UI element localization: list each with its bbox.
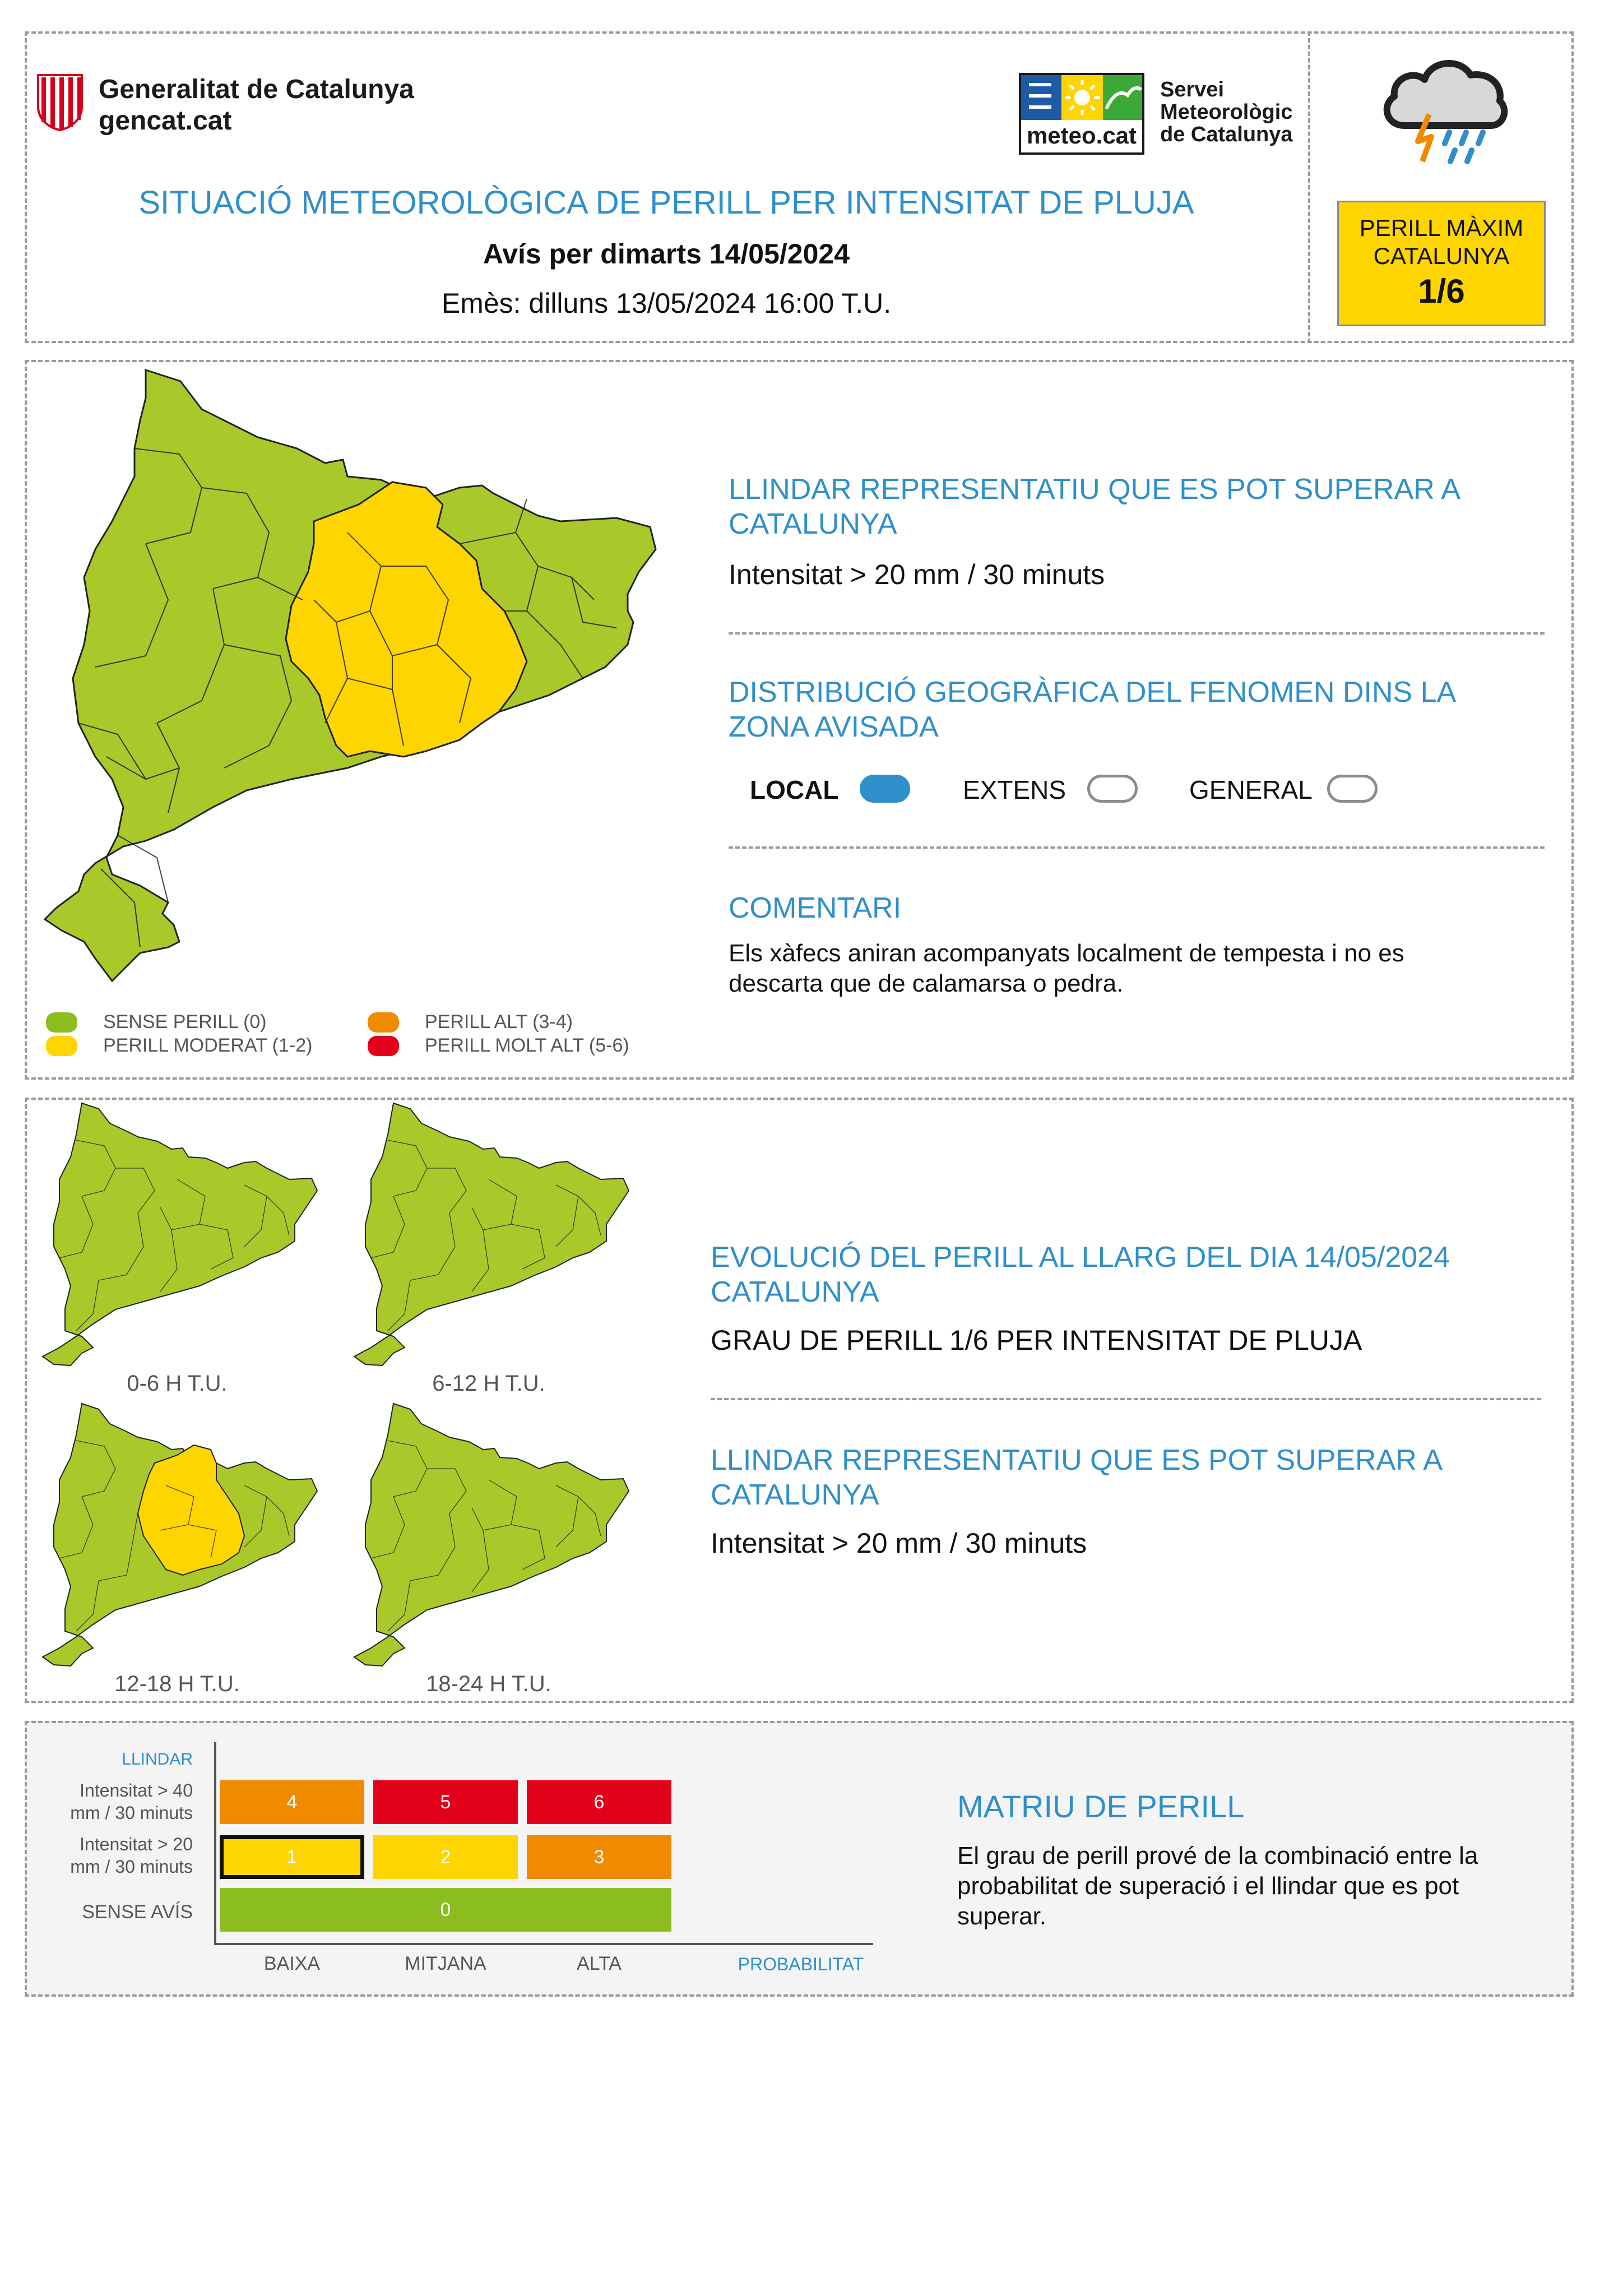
legend-swatch-red <box>368 1036 399 1056</box>
matrix-axis-x-title: PROBABILITAT <box>738 1954 864 1974</box>
period-label-6-12: 6-12 H T.U. <box>432 1371 545 1396</box>
threshold-title: LLINDAR REPRESENTATIU QUE ES POT SUPERAR A CATALUNYA <box>729 473 1459 540</box>
matrix-description: El grau de perill prové de la combinació entre la probabilitat de superació i el llindar que es pot superar. <box>957 1842 1478 1930</box>
matrix-cell-3: 3 <box>527 1835 671 1879</box>
smc-name <box>1160 78 1293 146</box>
map-period-6-12 <box>343 1101 634 1373</box>
smc-name-line-2: Meteorològic <box>1160 100 1293 124</box>
divider-2 <box>729 846 1545 849</box>
evolution-threshold-value: Intensitat > 20 mm / 30 minuts <box>711 1527 1087 1559</box>
issued-date: Emès: dilluns 13/05/2024 16:00 T.U. <box>441 288 892 319</box>
generalitat-emblem-icon <box>36 72 84 131</box>
legend-label-moderat: PERILL MODERAT (1-2) <box>103 1035 313 1056</box>
distribution-general-toggle[interactable] <box>1327 775 1378 803</box>
evolution-grade: GRAU DE PERILL 1/6 PER INTENSITAT DE PLUJA <box>711 1325 1362 1356</box>
period-label-12-18: 12-18 H T.U. <box>114 1672 240 1696</box>
matrix-row-label-40-line-2: mm / 30 minuts <box>70 1803 193 1823</box>
meteocat-badge-text: meteo.cat <box>1026 122 1137 149</box>
matrix-row-label-sense-avis: SENSE AVÍS <box>82 1901 193 1923</box>
max-danger-value: 1/6 <box>1418 272 1465 310</box>
header-divider <box>1308 31 1310 343</box>
distribution-local-toggle[interactable] <box>860 775 910 803</box>
matrix-cell-4: 4 <box>220 1780 364 1824</box>
cloud-rain-lightning-icon <box>1376 47 1511 168</box>
legend-label-molt-alt: PERILL MOLT ALT (5-6) <box>425 1035 629 1056</box>
evolution-threshold-title: LLINDAR REPRESENTATIU QUE ES POT SUPERAR A CATALUNYA <box>711 1444 1441 1511</box>
matrix-title: MATRIU DE PERILL <box>957 1789 1245 1824</box>
sun-icon <box>1061 75 1103 120</box>
threshold-value: Intensitat > 20 mm / 30 minuts <box>729 559 1105 590</box>
org-name: Generalitat de Catalunya <box>99 75 414 104</box>
mountain-icon <box>1103 75 1142 120</box>
meteocat-band-blue <box>1021 75 1061 120</box>
legend-label-alt: PERILL ALT (3-4) <box>425 1011 573 1033</box>
legend-label-sense-perill: SENSE PERILL (0) <box>103 1011 267 1033</box>
smc-name-line-3: de Catalunya <box>1160 123 1293 146</box>
map-period-0-6 <box>31 1101 323 1373</box>
meteocat-logo <box>1019 73 1144 155</box>
divider-3 <box>711 1398 1541 1400</box>
matrix-cell-1: 1 <box>220 1835 364 1879</box>
matrix-cell-6: 6 <box>527 1780 671 1824</box>
matrix-col-mitjana: MITJANA <box>405 1953 486 1974</box>
matrix-y-axis <box>214 1742 216 1945</box>
divider-1 <box>729 632 1545 635</box>
map-period-12-18 <box>31 1401 323 1673</box>
legend-swatch-yellow <box>46 1036 77 1056</box>
matrix-cell-5: 5 <box>373 1780 518 1824</box>
comment-text: Els xàfecs aniran acompanyats localment de tempesta i no es descarta que de calamarsa o pedra. <box>729 939 1404 997</box>
page-title: SITUACIÓ METEOROLÒGICA DE PERILL PER INTENSITAT DE PLUJA <box>138 184 1194 221</box>
distribution-option-extens: EXTENS <box>963 775 1066 804</box>
matrix-row-label-20-line-2: mm / 30 minuts <box>70 1857 193 1877</box>
comment-title: COMENTARI <box>729 892 902 924</box>
matrix-cell-2: 2 <box>373 1835 518 1879</box>
max-danger-label-2: CATALUNYA <box>1373 243 1510 269</box>
map-period-18-24 <box>343 1401 634 1673</box>
matrix-row-label-40 <box>36 1779 193 1824</box>
matrix-x-axis <box>214 1943 873 1945</box>
evolution-title: EVOLUCIÓ DEL PERILL AL LLARG DEL DIA 14/05/2024 CATALUNYA <box>711 1241 1450 1308</box>
smc-name-line-1: Servei <box>1160 78 1225 101</box>
matrix-col-alta: ALTA <box>577 1953 622 1974</box>
max-danger-label-1: PERILL MÀXIM <box>1359 215 1524 241</box>
matrix-row-label-40-line-1: Intensitat > 40 <box>80 1780 193 1800</box>
distribution-extens-toggle[interactable] <box>1087 775 1138 803</box>
period-label-18-24: 18-24 H T.U. <box>426 1672 551 1696</box>
matrix-col-baixa: BAIXA <box>263 1953 321 1974</box>
period-label-0-6: 0-6 H T.U. <box>127 1371 228 1396</box>
max-danger-badge <box>1337 201 1546 326</box>
distribution-option-local: LOCAL <box>750 775 839 804</box>
legend-swatch-green <box>46 1012 77 1033</box>
catalonia-map-main <box>34 364 661 995</box>
generalitat-logo <box>36 72 84 134</box>
warning-day: Avís per dimarts 14/05/2024 <box>483 238 850 270</box>
matrix-row-label-20 <box>36 1833 193 1878</box>
matrix-axis-y-title: LLINDAR <box>122 1750 193 1769</box>
org-site[interactable]: gencat.cat <box>99 106 232 136</box>
matrix-row-label-20-line-1: Intensitat > 20 <box>80 1834 193 1854</box>
matrix-cell-0: 0 <box>220 1888 671 1932</box>
distribution-option-general: GENERAL <box>1189 775 1313 804</box>
legend-swatch-orange <box>368 1012 399 1033</box>
distribution-title: DISTRIBUCIÓ GEOGRÀFICA DEL FENOMEN DINS LA ZONA AVISADA <box>729 676 1455 743</box>
